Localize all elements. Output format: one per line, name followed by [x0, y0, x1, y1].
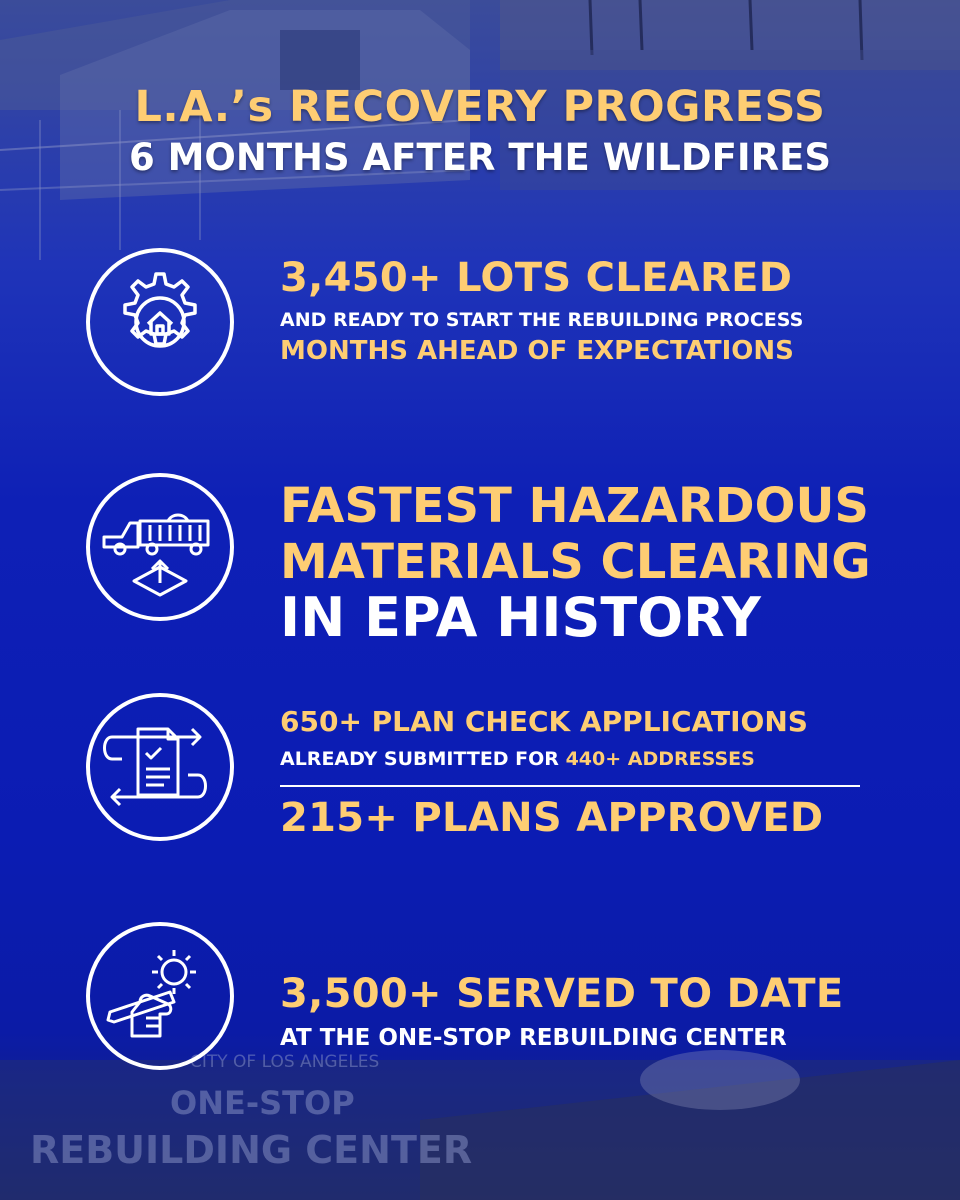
stat-line-1: FASTEST HAZARDOUS	[280, 478, 869, 534]
stat-addresses	[280, 745, 880, 773]
stat-line-2: MATERIALS CLEARING	[280, 534, 871, 590]
stat-addresses-count: 440+ ADDRESSES	[565, 748, 755, 770]
stat-plans-approved	[280, 794, 880, 842]
stat-approved: 215+ PLANS APPROVED	[280, 795, 824, 841]
main-title: L.A.’s RECOVERY PROGRESS	[134, 82, 826, 132]
stat-hazardous-clearing	[280, 478, 880, 649]
divider	[280, 785, 860, 787]
document-checklist-icon	[86, 693, 234, 841]
bg-sign-onestop: ONE-STOP	[170, 1084, 355, 1122]
hand-pencil-gear-icon	[86, 922, 234, 1070]
bg-sign-rebuilding: REBUILDING CENTER	[30, 1128, 473, 1172]
stat-applications: 650+ PLAN CHECK APPLICATIONS	[280, 705, 808, 738]
dump-truck-icon	[86, 473, 234, 621]
stat-served	[280, 970, 880, 1052]
stat-headline: 3,500+ SERVED TO DATE	[280, 971, 844, 1017]
stat-line-3: IN EPA HISTORY	[280, 586, 761, 649]
header	[0, 82, 960, 179]
subtitle: 6 MONTHS AFTER THE WILDFIRES	[128, 136, 832, 179]
stat-lots-cleared	[280, 254, 880, 368]
house-gear-icon	[86, 248, 234, 396]
stat-detail: AND READY TO START THE REBUILDING PROCESS	[280, 309, 804, 331]
stat-emphasis: MONTHS AHEAD OF EXPECTATIONS	[280, 336, 794, 366]
stat-detail: AT THE ONE-STOP REBUILDING CENTER	[280, 1025, 787, 1051]
stat-headline: 3,450+ LOTS CLEARED	[280, 255, 793, 301]
stat-plan-check	[280, 705, 880, 773]
bg-sign-city: CITY OF LOS ANGELES	[190, 1052, 380, 1072]
stat-addresses-prefix: ALREADY SUBMITTED FOR	[280, 748, 566, 770]
